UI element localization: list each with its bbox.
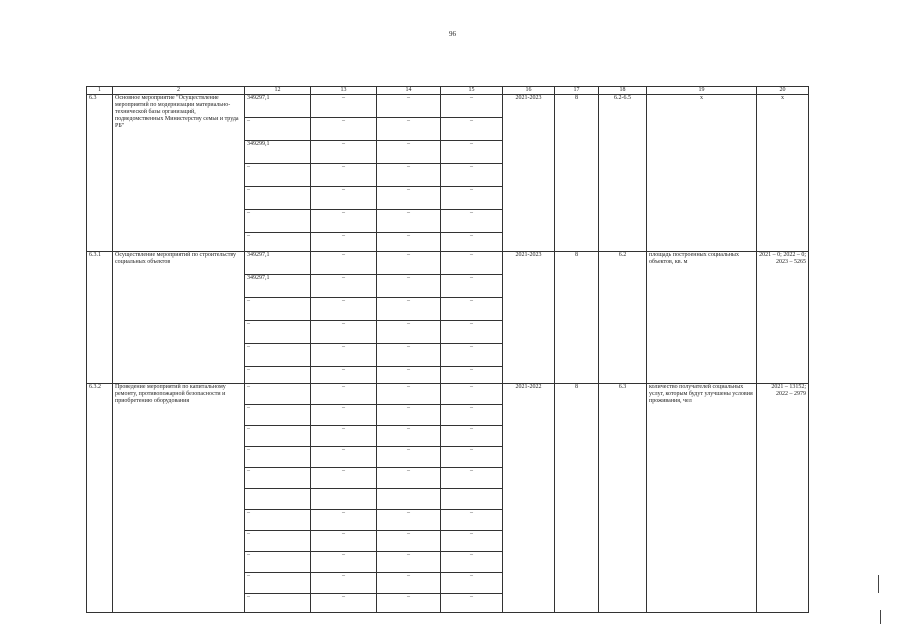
- funding-cell: –: [245, 384, 311, 405]
- funding-cell: –: [245, 367, 311, 384]
- funding-cell: –: [311, 210, 377, 233]
- funding-cell: [311, 489, 377, 510]
- funding-cell: –: [245, 447, 311, 468]
- funding-cell: –: [377, 344, 441, 367]
- funding-cell: –: [441, 384, 503, 405]
- row-number: 6.3.2: [87, 384, 113, 613]
- funding-cell: –: [441, 594, 503, 613]
- funding-cell: 349299,1: [245, 141, 311, 164]
- funding-cell: –: [441, 531, 503, 552]
- funding-cell: –: [245, 510, 311, 531]
- funding-cell: –: [245, 468, 311, 489]
- funding-cell: –: [377, 594, 441, 613]
- funding-cell: –: [311, 252, 377, 275]
- funding-cell: –: [245, 118, 311, 141]
- column-header: 13: [311, 87, 377, 95]
- column-header: 16: [503, 87, 555, 95]
- funding-cell: –: [377, 552, 441, 573]
- funding-cell: –: [245, 531, 311, 552]
- code-cell: 8: [555, 252, 599, 384]
- funding-cell: [441, 489, 503, 510]
- funding-cell: –: [377, 275, 441, 298]
- funding-cell: –: [377, 95, 441, 118]
- funding-cell: –: [377, 510, 441, 531]
- funding-cell: –: [245, 321, 311, 344]
- funding-cell: –: [311, 384, 377, 405]
- funding-cell: –: [377, 141, 441, 164]
- funding-cell: –: [441, 510, 503, 531]
- funding-cell: –: [441, 164, 503, 187]
- funding-cell: –: [441, 298, 503, 321]
- column-header: 19: [647, 87, 757, 95]
- funding-cell: –: [441, 405, 503, 426]
- activity-name: Осуществление мероприятий по строительству социальных объектов: [113, 252, 245, 384]
- funding-cell: –: [311, 552, 377, 573]
- funding-cell: –: [377, 426, 441, 447]
- funding-cell: 349297,1: [245, 252, 311, 275]
- funding-cell: –: [377, 298, 441, 321]
- funding-cell: –: [311, 187, 377, 210]
- funding-cell: –: [311, 594, 377, 613]
- funding-cell: –: [377, 531, 441, 552]
- funding-cell: –: [311, 510, 377, 531]
- funding-cell: –: [377, 187, 441, 210]
- column-header: 2: [113, 87, 245, 95]
- funding-cell: –: [311, 233, 377, 252]
- funding-cell: –: [441, 344, 503, 367]
- period-cell: 2021-2023: [503, 252, 555, 384]
- funding-cell: –: [377, 447, 441, 468]
- scan-mark: [878, 575, 879, 593]
- funding-cell: –: [441, 321, 503, 344]
- funding-cell: –: [311, 531, 377, 552]
- table-row: [87, 252, 809, 275]
- funding-cell: –: [441, 573, 503, 594]
- funding-cell: –: [245, 594, 311, 613]
- activity-name: Проведение мероприятий по капитальному ремонту, противопожарной безопасности и приобретению оборудования: [113, 384, 245, 613]
- page-number: 96: [449, 30, 456, 38]
- table-row: [87, 384, 809, 405]
- indicator-cell: количество получателей социальных услуг, которым будут улучшены условия проживания, чел: [647, 384, 757, 613]
- funding-cell: –: [377, 233, 441, 252]
- column-header: 20: [757, 87, 809, 95]
- funding-cell: –: [441, 367, 503, 384]
- target-value-cell: 2021 – 13152; 2022 – 2979: [757, 384, 809, 613]
- code-cell: 6.3: [599, 384, 647, 613]
- funding-cell: –: [441, 468, 503, 489]
- funding-cell: –: [311, 573, 377, 594]
- funding-cell: –: [441, 118, 503, 141]
- indicator-cell: х: [647, 95, 757, 252]
- funding-cell: –: [377, 118, 441, 141]
- funding-cell: –: [245, 344, 311, 367]
- funding-cell: –: [377, 384, 441, 405]
- funding-cell: –: [245, 426, 311, 447]
- funding-cell: –: [245, 573, 311, 594]
- table-row: [87, 95, 809, 118]
- funding-cell: –: [311, 321, 377, 344]
- funding-cell: [245, 489, 311, 510]
- funding-cell: –: [245, 298, 311, 321]
- row-number: 6.3: [87, 95, 113, 252]
- indicator-cell: площадь построенных социальных объектов, кв. м: [647, 252, 757, 384]
- funding-cell: –: [441, 141, 503, 164]
- code-cell: 6.2: [599, 252, 647, 384]
- scan-mark: [880, 610, 881, 624]
- funding-cell: –: [441, 210, 503, 233]
- funding-cell: –: [377, 468, 441, 489]
- funding-cell: –: [245, 405, 311, 426]
- funding-cell: –: [441, 187, 503, 210]
- target-value-cell: 2021 – 0; 2022 – 0; 2023 – 5265: [757, 252, 809, 384]
- program-table: [86, 86, 809, 613]
- funding-cell: –: [441, 95, 503, 118]
- column-header: 12: [245, 87, 311, 95]
- funding-cell: –: [377, 367, 441, 384]
- code-cell: 8: [555, 384, 599, 613]
- funding-cell: –: [245, 164, 311, 187]
- funding-cell: –: [311, 447, 377, 468]
- column-header: 1: [87, 87, 113, 95]
- funding-cell: –: [311, 298, 377, 321]
- funding-cell: –: [377, 405, 441, 426]
- header-row: [87, 87, 809, 95]
- target-value-cell: х: [757, 95, 809, 252]
- period-cell: 2021-2022: [503, 384, 555, 613]
- funding-cell: 349297,1: [245, 275, 311, 298]
- funding-cell: –: [441, 233, 503, 252]
- period-cell: 2021-2023: [503, 95, 555, 252]
- funding-cell: –: [311, 426, 377, 447]
- funding-cell: –: [311, 95, 377, 118]
- column-header: 15: [441, 87, 503, 95]
- column-header: 14: [377, 87, 441, 95]
- funding-cell: –: [377, 164, 441, 187]
- funding-cell: –: [311, 141, 377, 164]
- funding-cell: –: [441, 426, 503, 447]
- funding-cell: –: [441, 252, 503, 275]
- activity-name: Основное мероприятие "Осуществление мероприятий по модернизации материально-технической базы организаций, подведомственных Министерству семьи и труда РБ": [113, 95, 245, 252]
- funding-cell: –: [245, 233, 311, 252]
- funding-cell: –: [245, 187, 311, 210]
- funding-cell: 349297,1: [245, 95, 311, 118]
- funding-cell: –: [441, 275, 503, 298]
- funding-cell: –: [377, 252, 441, 275]
- funding-cell: –: [311, 468, 377, 489]
- code-cell: 6.2-6.5: [599, 95, 647, 252]
- funding-cell: –: [377, 210, 441, 233]
- funding-cell: –: [441, 552, 503, 573]
- funding-cell: –: [311, 405, 377, 426]
- row-number: 6.3.1: [87, 252, 113, 384]
- funding-cell: [377, 489, 441, 510]
- funding-cell: –: [441, 447, 503, 468]
- funding-cell: –: [311, 118, 377, 141]
- funding-cell: –: [377, 321, 441, 344]
- column-header: 17: [555, 87, 599, 95]
- funding-cell: –: [245, 552, 311, 573]
- funding-cell: –: [245, 210, 311, 233]
- funding-cell: –: [311, 164, 377, 187]
- code-cell: 8: [555, 95, 599, 252]
- funding-cell: –: [311, 367, 377, 384]
- column-header: 18: [599, 87, 647, 95]
- funding-cell: –: [311, 344, 377, 367]
- funding-cell: –: [377, 573, 441, 594]
- funding-cell: –: [311, 275, 377, 298]
